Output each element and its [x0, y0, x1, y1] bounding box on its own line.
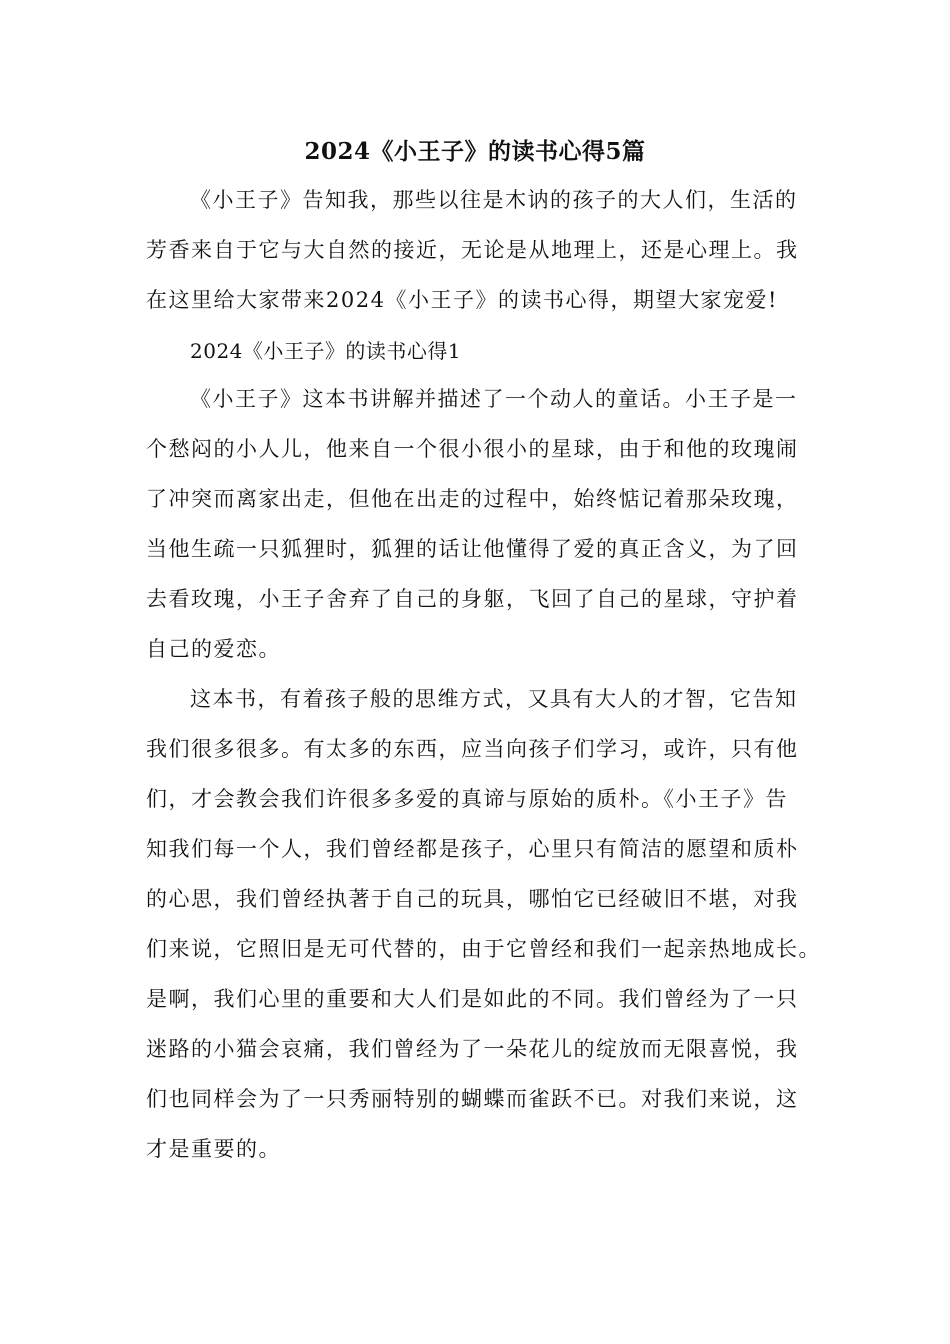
intro-line: 在这里给大家带来2024《小王子》的读书心得，期望大家宠爱!	[146, 288, 778, 312]
paragraph1-line: 自己的爱恋。	[146, 637, 281, 661]
paragraph2-line: 们来说，它照旧是无可代替的，由于它曾经和我们一起亲热地成长。	[146, 937, 821, 961]
paragraph1-line: 当他生疏一只狐狸时，狐狸的话让他懂得了爱的真正含义，为了回	[146, 537, 799, 561]
paragraph2-line: 的心思，我们曾经执著于自己的玩具，哪怕它已经破旧不堪，对我	[146, 887, 799, 911]
intro-line: 芳香来自于它与大自然的接近，无论是从地理上，还是心理上。我	[146, 238, 799, 262]
paragraph2-line: 们也同样会为了一只秀丽特别的蝴蝶而雀跃不已。对我们来说，这	[146, 1087, 799, 1111]
paragraph1-line: 《小王子》这本书讲解并描述了一个动人的童话。小王子是一	[190, 387, 798, 411]
paragraph2-line: 才是重要的。	[146, 1137, 281, 1161]
paragraph2-line: 我们很多很多。有太多的东西，应当向孩子们学习，或许，只有他	[146, 737, 799, 761]
paragraph2-line: 迷路的小猫会哀痛，我们曾经为了一朵花儿的绽放而无限喜悦，我	[146, 1037, 799, 1061]
intro-line: 《小王子》告知我，那些以往是木讷的孩子的大人们，生活的	[190, 188, 798, 212]
paragraph2-line: 是啊，我们心里的重要和大人们是如此的不同。我们曾经为了一只	[146, 987, 799, 1011]
paragraph2-line: 们，才会教会我们许很多多爱的真谛与原始的质朴。《小王子》告	[146, 787, 788, 811]
paragraph1-line: 个愁闷的小人儿，他来自一个很小很小的星球，由于和他的玫瑰闹	[146, 437, 799, 461]
paragraph1-line: 了冲突而离家出走，但他在出走的过程中，始终惦记着那朵玫瑰，	[146, 487, 799, 511]
paragraph2-line: 知我们每一个人，我们曾经都是孩子，心里只有简洁的愿望和质朴	[146, 837, 799, 861]
section-heading: 2024《小王子》的读书心得1	[190, 339, 462, 363]
document-title: 2024《小王子》的读书心得5篇	[304, 138, 646, 165]
paragraph2-line: 这本书，有着孩子般的思维方式，又具有大人的才智，它告知	[190, 687, 798, 711]
paragraph1-line: 去看玫瑰，小王子舍弃了自己的身躯，飞回了自己的星球，守护着	[146, 587, 799, 611]
